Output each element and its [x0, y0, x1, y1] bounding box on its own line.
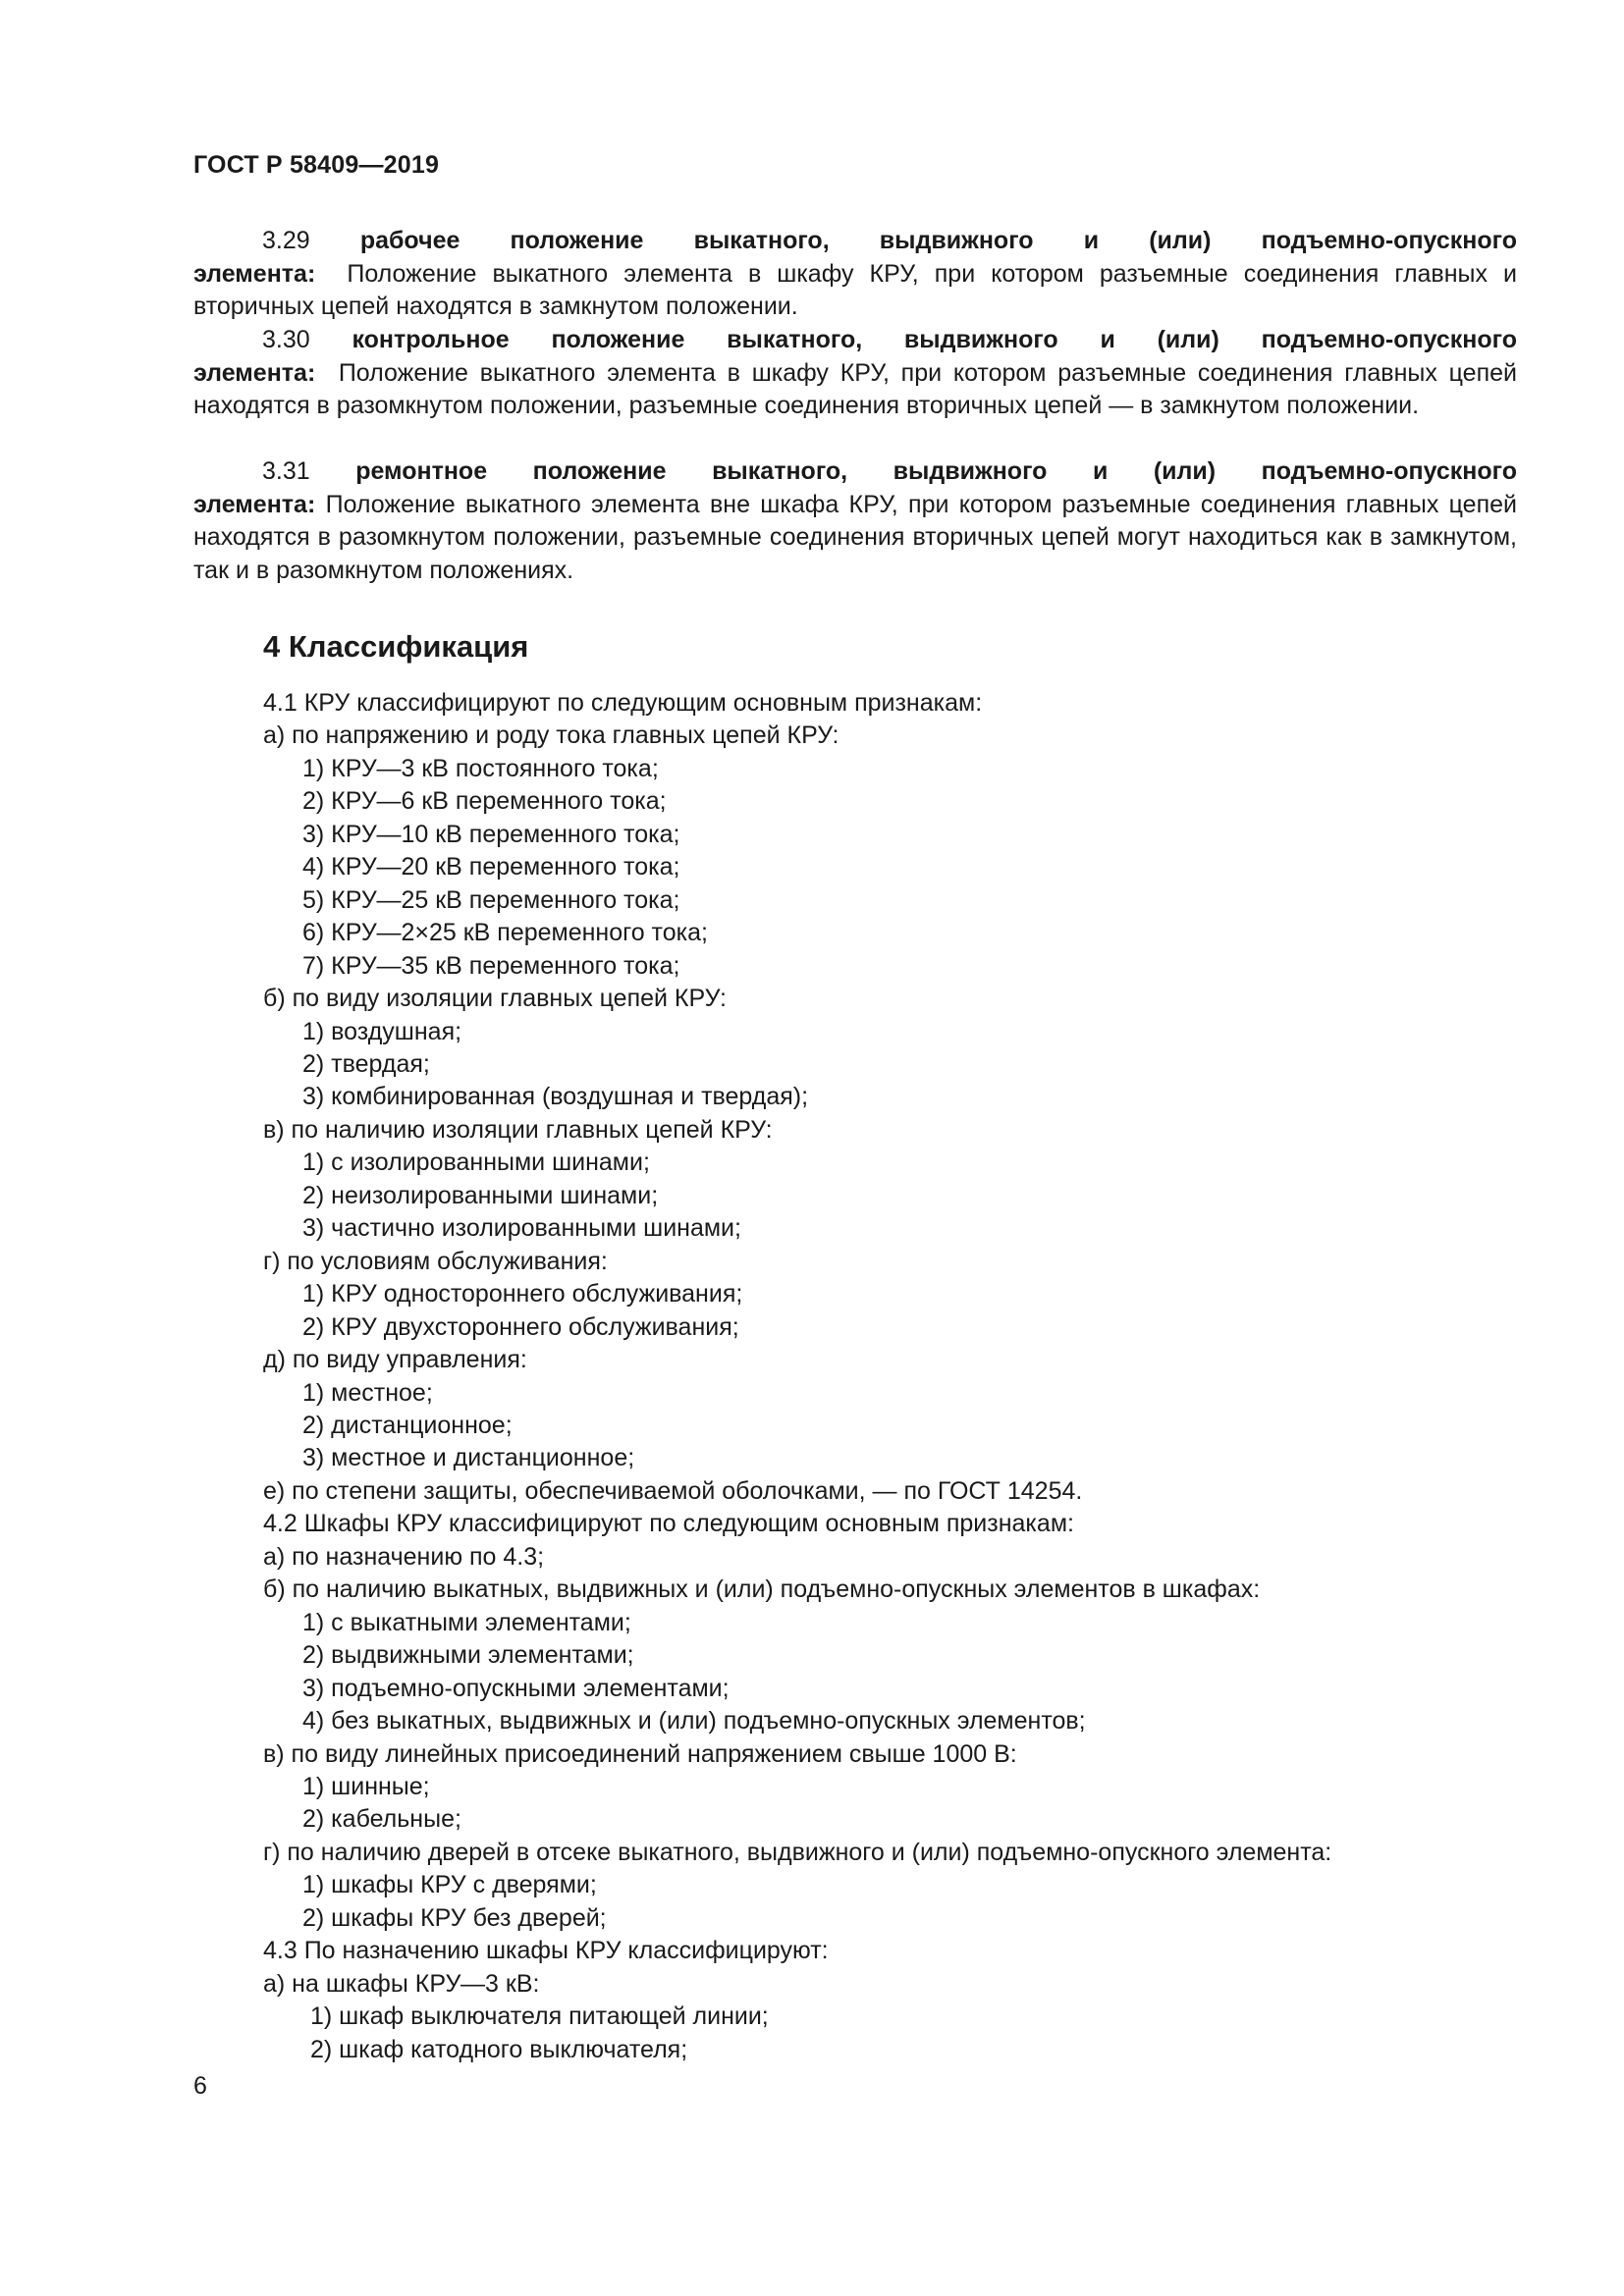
term-title-rest: элемента:	[193, 490, 316, 518]
sub-list-item: 3) подъемно-опускными элементами;	[302, 1674, 730, 1702]
clause-item: 4.3 По назначению шкафы КРУ классифицируют:	[263, 1937, 829, 1965]
sub-list-item: 5) КРУ—25 кВ переменного тока;	[302, 885, 680, 914]
sub-list-item: 1) с изолированными шинами;	[302, 1148, 650, 1177]
sub-list-item: 2) твердая;	[302, 1049, 430, 1078]
term-title-rest: элемента:	[193, 259, 316, 288]
sub-list-item: 2) кабельные;	[302, 1805, 461, 1834]
term-number: 3.30	[262, 326, 310, 353]
list-item: в) по наличию изоляции главных цепей КРУ:	[263, 1115, 773, 1144]
list-item: а) по напряжению и роду тока главных цепей КРУ:	[263, 721, 839, 750]
sub-list-item: 1) местное;	[302, 1378, 433, 1407]
list-item: г) по условиям обслуживания:	[263, 1247, 608, 1275]
term-number: 3.29	[262, 227, 310, 254]
section-title: 4 Классификация	[263, 629, 529, 664]
sub-list-item: 7) КРУ—35 кВ переменного тока;	[302, 951, 680, 980]
sub-list-item: 6) КРУ—2×25 кВ переменного тока;	[302, 919, 708, 947]
term-title-rest: элемента:	[193, 358, 316, 387]
sub-list-item: 2) выдвижными элементами;	[302, 1641, 634, 1670]
sub-list-item: 1) шкаф выключателя питающей линии;	[310, 2002, 769, 2031]
sub-list-item: 2) шкафы КРУ без дверей;	[302, 1903, 607, 1932]
sub-list-item: 3) частично изолированными шинами;	[302, 1214, 741, 1243]
page-number: 6	[193, 2072, 207, 2100]
term-first-line	[193, 324, 1517, 357]
list-item: б) по виду изоляции главных цепей КРУ:	[263, 985, 727, 1013]
term-title: контрольное положение выкатного, выдвижного и (или) подъемно-опускного	[352, 326, 1517, 353]
term-definition: Положение выкатного элемента вне шкафа КРУ, при котором разъемные соединения главных цепей находятся в разомкнутом положении, разъемные соединения вторичных цепей могут находиться как в замкнутом, так и в разомкнутом положениях.	[193, 490, 1517, 584]
sub-list-item: 2) дистанционное;	[302, 1411, 513, 1439]
sub-list-item: 1) с выкатными элементами;	[302, 1608, 631, 1636]
sub-list-item: 2) неизолированными шинами;	[302, 1181, 659, 1209]
term-3-29	[193, 225, 1517, 324]
term-title: рабочее положение выкатного, выдвижного и (или) подъемно-опускного	[359, 227, 1517, 254]
term-3-31	[193, 455, 1517, 587]
classification-list	[0, 687, 1624, 2066]
term-number: 3.31	[262, 457, 310, 485]
term-first-line	[193, 455, 1517, 489]
list-item: г) по наличию дверей в отсеке выкатного, выдвижного и (или) подъемно-опускного элемента:	[263, 1838, 1332, 1866]
clause-item: 4.2 Шкафы КРУ классифицируют по следующим основным признакам:	[263, 1510, 1074, 1538]
sub-list-item: 3) КРУ—10 кВ переменного тока;	[302, 820, 680, 848]
document-header: ГОСТ Р 58409—2019	[193, 151, 440, 179]
sub-list-item: 2) шкаф катодного выключателя;	[310, 2035, 688, 2063]
list-item: е) по степени защиты, обеспечиваемой оболочками, — по ГОСТ 14254.	[263, 1476, 1083, 1505]
term-3-30	[193, 324, 1517, 423]
sub-list-item: 3) местное и дистанционное;	[302, 1444, 635, 1472]
sub-list-item: 4) без выкатных, выдвижных и (или) подъемно-опускных элементов;	[302, 1707, 1086, 1735]
list-item: б) по наличию выкатных, выдвижных и (или) подъемно-опускных элементов в шкафах:	[263, 1575, 1261, 1604]
list-item: а) на шкафы КРУ—3 кВ:	[263, 1969, 540, 1998]
sub-list-item: 1) воздушная;	[302, 1017, 462, 1045]
clause-item: 4.1 КРУ классифицируют по следующим основным признакам:	[263, 689, 983, 717]
list-item: а) по назначению по 4.3;	[263, 1542, 545, 1571]
sub-list-item: 3) комбинированная (воздушная и твердая);	[302, 1083, 809, 1111]
sub-list-item: 4) КРУ—20 кВ переменного тока;	[302, 853, 680, 881]
sub-list-item: 1) шинные;	[302, 1772, 430, 1800]
sub-list-item: 1) КРУ—3 кВ постоянного тока;	[302, 754, 659, 782]
term-title: ремонтное положение выкатного, выдвижного и (или) подъемно-опускного	[355, 457, 1517, 485]
sub-list-item: 2) КРУ—6 кВ переменного тока;	[302, 787, 667, 816]
term-first-line	[193, 225, 1517, 258]
list-item: д) по виду управления:	[263, 1346, 527, 1374]
sub-list-item: 1) КРУ одностороннего обслуживания;	[302, 1280, 743, 1308]
sub-list-item: 2) КРУ двухстороннего обслуживания;	[302, 1312, 739, 1341]
list-item: в) по виду линейных присоединений напряжением свыше 1000 В:	[263, 1739, 1017, 1768]
sub-list-item: 1) шкафы КРУ с дверями;	[302, 1871, 597, 1899]
term-definition: Положение выкатного элемента в шкафу КРУ, при котором разъемные соединения главных и вторичных цепей находятся в замкнутом положении.	[193, 259, 1517, 320]
term-definition: Положение выкатного элемента в шкафу КРУ, при котором разъемные соединения главных цепей находятся в разомкнутом положении, разъемные соединения вторичных цепей — в замкнутом положении.	[193, 358, 1517, 419]
